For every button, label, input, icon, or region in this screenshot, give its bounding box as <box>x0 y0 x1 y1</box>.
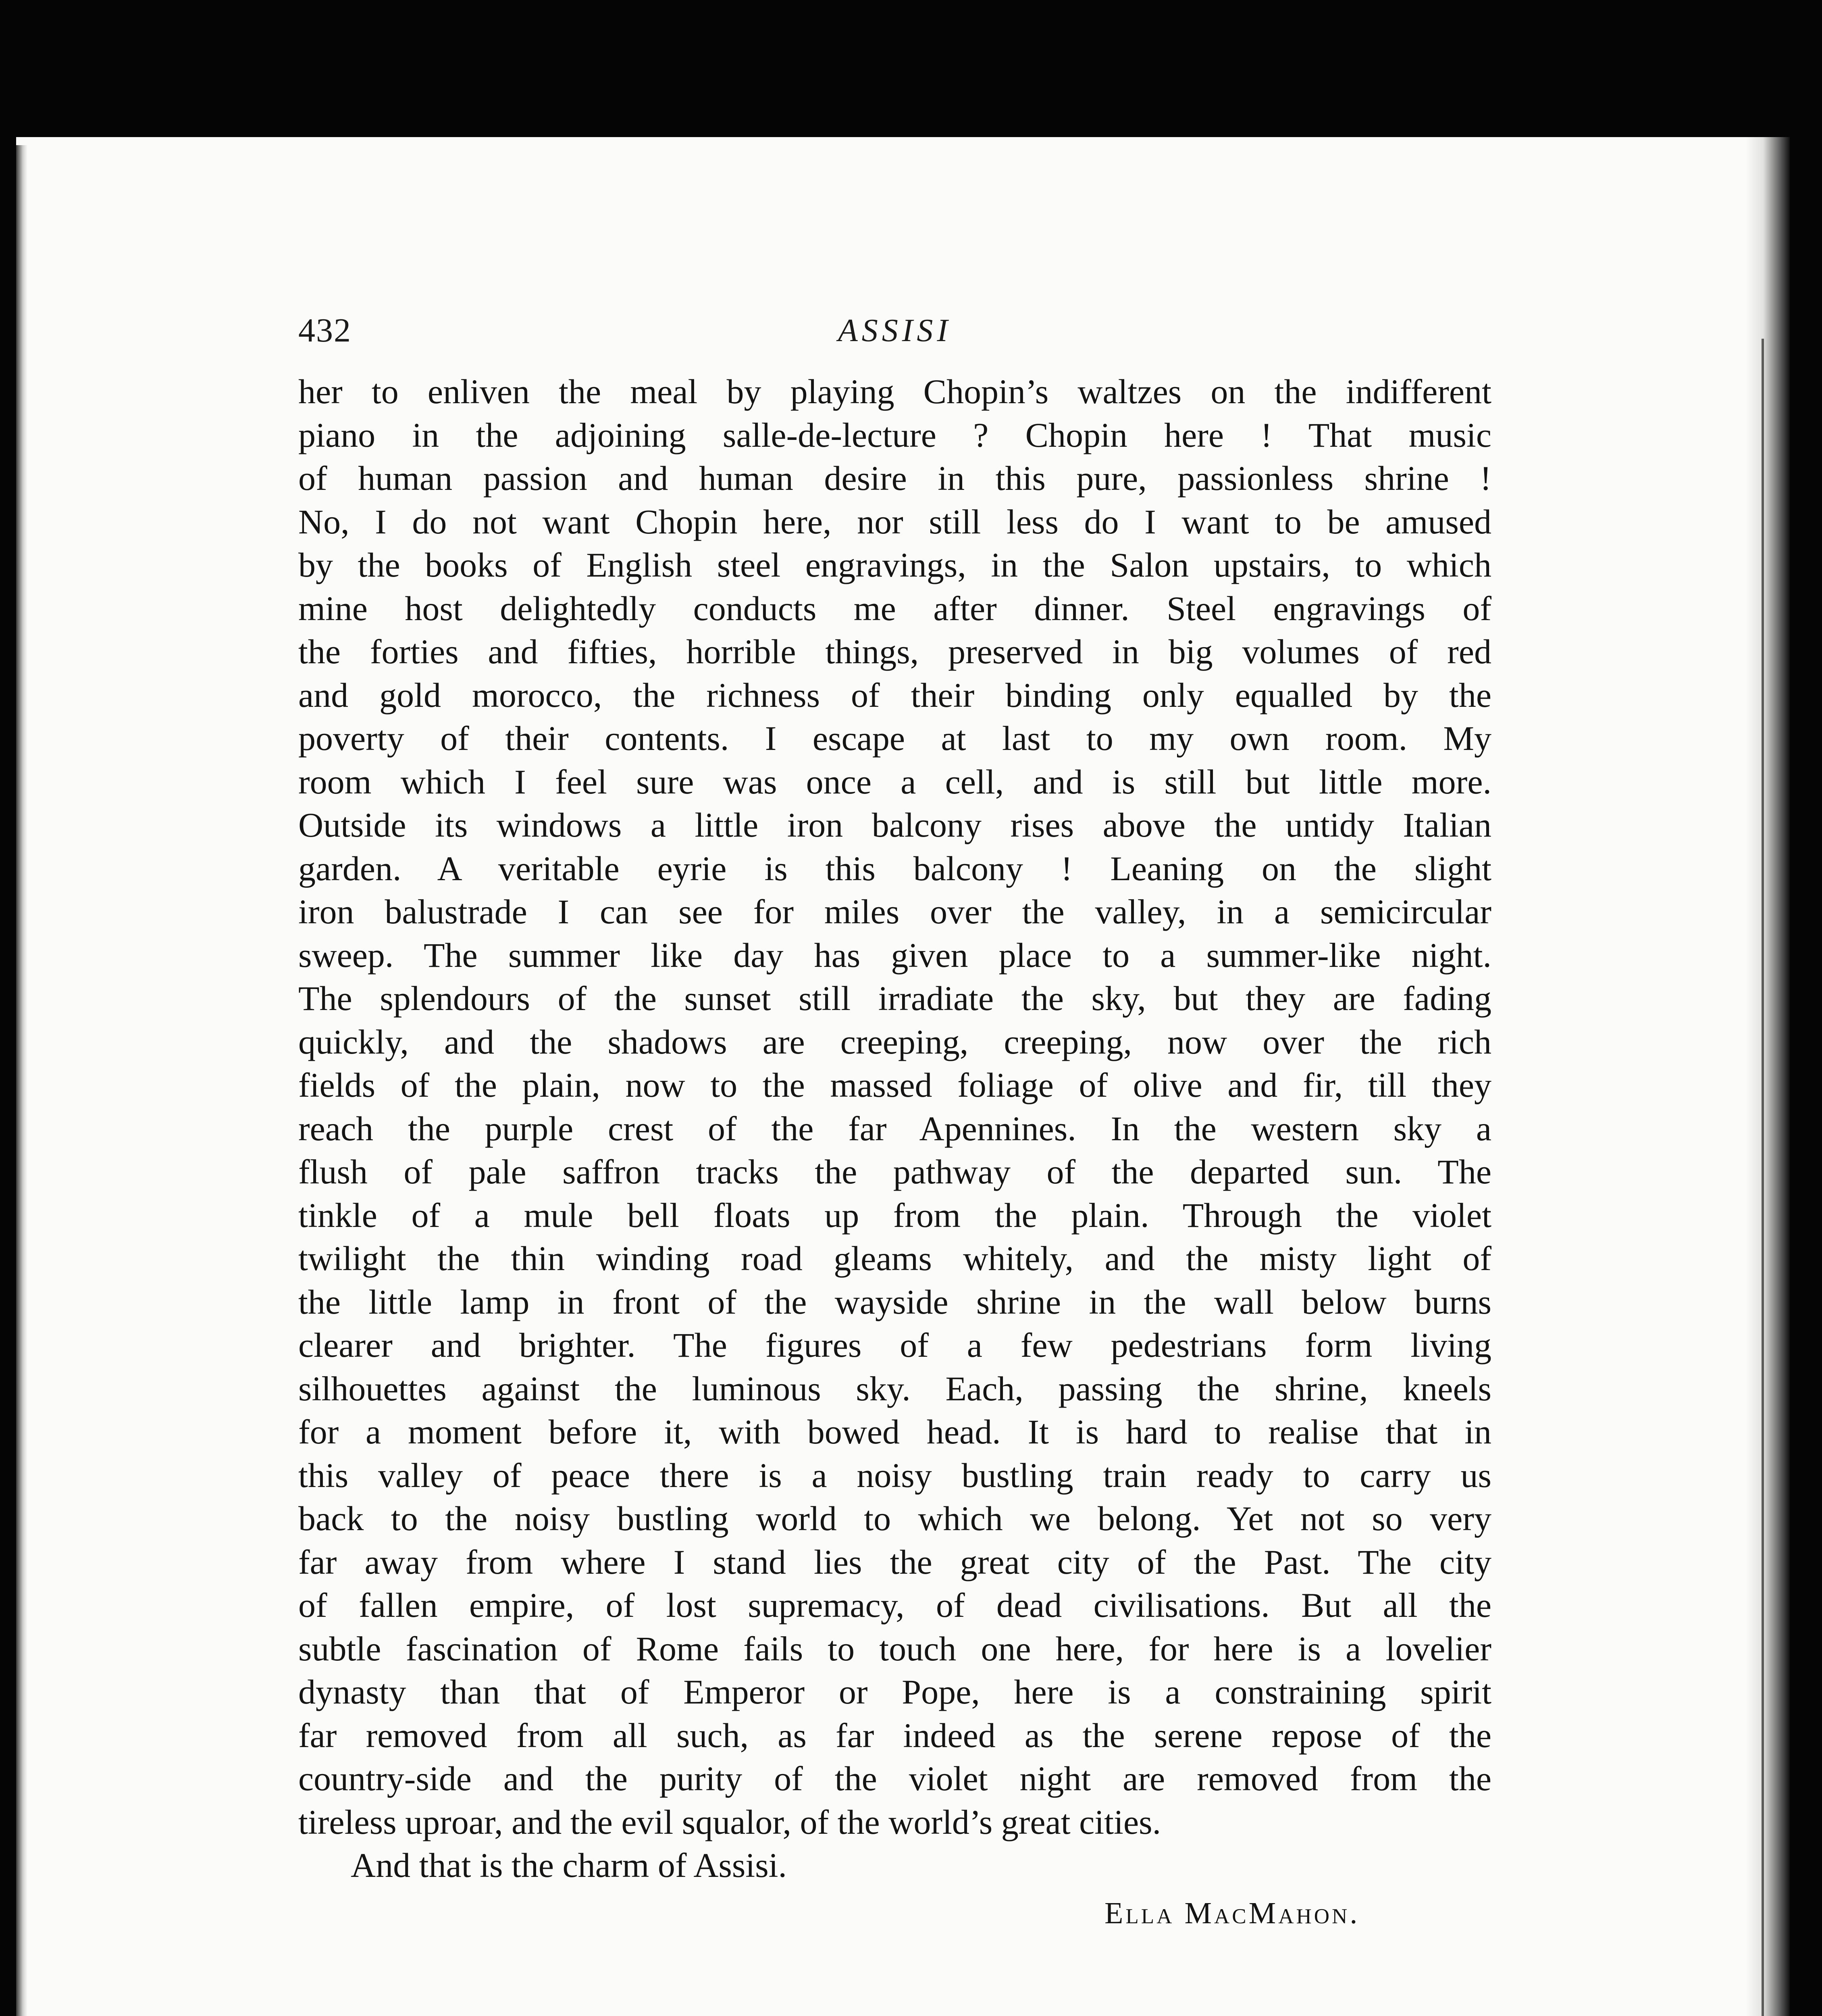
text-line: quickly, and the shadows are creeping, creeping, now over the rich <box>298 1022 1491 1061</box>
text-line: tinkle of a mule bell floats up from the plain. Through the violet <box>298 1195 1491 1235</box>
body-text <box>298 370 1491 1887</box>
text-line: far removed from all such, as far indeed as the serene repose of the <box>298 1716 1491 1755</box>
text-line: subtle fascination of Rome fails to touch one here, for here is a lovelier <box>298 1629 1491 1668</box>
text-line: tireless uproar, and the evil squalor, of the world’s great cities. <box>298 1802 1161 1841</box>
text-line: flush of pale saffron tracks the pathway of the departed sun. The <box>298 1152 1491 1191</box>
text-line: the little lamp in front of the wayside shrine in the wall below burns <box>298 1282 1491 1321</box>
text-line: piano in the adjoining salle-de-lecture ? Chopin here ! That music <box>298 415 1491 454</box>
page-number: 432 <box>298 312 352 349</box>
text-line: back to the noisy bustling world to which we belong. Yet not so very <box>298 1499 1491 1538</box>
text-line: reach the purple crest of the far Apennines. In the western sky a <box>298 1109 1491 1148</box>
running-title: ASSISI <box>838 313 952 348</box>
text-line: mine host delightedly conducts me after dinner. Steel engravings of <box>298 589 1491 628</box>
text-line: room which I feel sure was once a cell, and is still but little more. <box>298 762 1491 801</box>
text-line: No, I do not want Chopin here, nor still less do I want to be amused <box>298 502 1491 541</box>
text-line: sweep. The summer like day has given place to a summer-like night. <box>298 935 1491 975</box>
text-line: silhouettes against the luminous sky. Each, passing the shrine, kneels <box>298 1369 1491 1408</box>
text-line: this valley of peace there is a noisy bustling train ready to carry us <box>298 1456 1491 1495</box>
running-head <box>298 306 1491 355</box>
text-line: garden. A veritable eyrie is this balcony ! Leaning on the slight <box>298 849 1491 888</box>
text-line: fields of the plain, now to the massed foliage of olive and fir, till they <box>298 1066 1491 1104</box>
text-line: and gold morocco, the richness of their binding only equalled by the <box>298 675 1491 714</box>
text-line: Outside its windows a little iron balcony rises above the untidy Italian <box>298 806 1491 844</box>
text-line: dynasty than that of Emperor or Pope, here is a constraining spirit <box>298 1672 1491 1711</box>
text-line: iron balustrade I can see for miles over the valley, in a semicircular <box>298 892 1491 931</box>
text-line: The splendours of the sunset still irradiate the sky, but they are fading <box>298 979 1491 1018</box>
text-line: clearer and brighter. The figures of a few pedestrians form living <box>298 1326 1491 1364</box>
text-line: for a moment before it, with bowed head. It is hard to realise that in <box>298 1412 1491 1451</box>
text-line: her to enliven the meal by playing Chopin’s waltzes on the indifferent <box>298 372 1491 411</box>
text-line: of fallen empire, of lost supremacy, of dead civilisations. But all the <box>298 1586 1491 1624</box>
page-edge-left <box>16 145 27 2016</box>
text-line: of human passion and human desire in this pure, passionless shrine ! <box>298 459 1491 498</box>
page-edge-right <box>1745 137 1790 2016</box>
text-line: far away from where I stand lies the great city of the Past. The city <box>298 1542 1491 1581</box>
text-line: country-side and the purity of the violet night are removed from the <box>298 1759 1491 1798</box>
text-line: the forties and fifties, horrible things, preserved in big volumes of red <box>298 632 1491 671</box>
text-line: by the books of English steel engravings, in the Salon upstairs, to which <box>298 546 1491 584</box>
text-line-closing: And that is the charm of Assisi. <box>351 1846 787 1885</box>
text-line: twilight the thin winding road gleams whitely, and the misty light of <box>298 1239 1491 1278</box>
page-edge-line <box>1762 339 1764 2016</box>
text-line: poverty of their contents. I escape at last to my own room. My <box>298 719 1491 758</box>
author-signature: Ella MacMahon. <box>1104 1896 1360 1930</box>
